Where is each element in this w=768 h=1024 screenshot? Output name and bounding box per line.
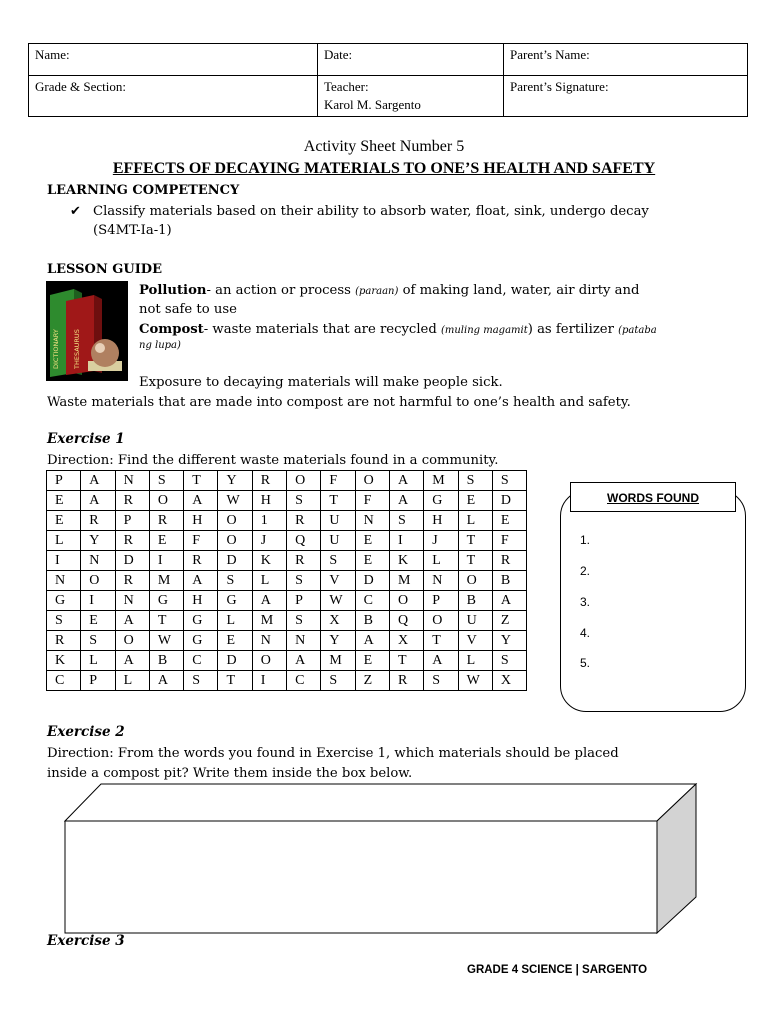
grid-cell[interactable]: C xyxy=(184,651,218,671)
grade-section-label: Grade & Section: xyxy=(35,79,126,94)
parent-signature-label: Parent’s Signature: xyxy=(510,79,609,94)
grid-cell[interactable]: S xyxy=(321,551,355,571)
check-icon: ✔ xyxy=(70,204,82,219)
grid-cell[interactable]: B xyxy=(149,651,183,671)
grid-cell[interactable]: S xyxy=(424,671,458,691)
grid-cell[interactable]: N xyxy=(47,571,81,591)
words-found-number-4: 4. xyxy=(580,626,591,640)
grid-cell[interactable]: T xyxy=(389,651,423,671)
book-spine-text-1: DICTIONARY xyxy=(52,329,60,369)
grid-cell[interactable]: O xyxy=(218,511,252,531)
grid-cell[interactable]: A xyxy=(389,491,423,511)
grid-cell[interactable]: H xyxy=(424,511,458,531)
grid-cell[interactable]: I xyxy=(389,531,423,551)
compost-term: Compost xyxy=(139,322,204,337)
grid-cell[interactable]: O xyxy=(355,471,389,491)
grid-cell[interactable]: A xyxy=(424,651,458,671)
grid-cell[interactable]: 1 xyxy=(252,511,286,531)
teacher-label: Teacher: xyxy=(324,79,369,94)
grid-cell[interactable]: O xyxy=(389,591,423,611)
grid-row xyxy=(47,631,527,651)
grid-cell[interactable]: A xyxy=(355,631,389,651)
grid-cell[interactable]: O xyxy=(424,611,458,631)
words-found-number-1: 1. xyxy=(580,533,591,547)
grid-cell[interactable]: Y xyxy=(218,471,252,491)
exercise-2-direction-line-2: inside a compost pit? Write them inside the box below. xyxy=(47,766,413,781)
name-field[interactable] xyxy=(29,44,318,76)
grid-cell[interactable]: T xyxy=(321,491,355,511)
grid-cell[interactable]: V xyxy=(458,631,492,651)
grid-cell[interactable]: S xyxy=(81,631,115,651)
grid-cell[interactable]: A xyxy=(184,491,218,511)
grid-cell[interactable]: Z xyxy=(492,611,526,631)
grid-cell[interactable]: A xyxy=(115,651,149,671)
grid-row xyxy=(47,491,527,511)
grid-cell[interactable]: H xyxy=(184,511,218,531)
grid-cell[interactable]: R xyxy=(115,571,149,591)
grid-cell[interactable]: L xyxy=(47,531,81,551)
grid-cell[interactable]: E xyxy=(47,491,81,511)
grid-cell[interactable]: T xyxy=(458,531,492,551)
competency-line-2: (S4MT-Ia-1) xyxy=(93,223,172,238)
parent-name-field[interactable] xyxy=(504,44,748,76)
grid-cell[interactable]: L xyxy=(218,611,252,631)
compost-definition: Compost- waste materials that are recycled (muling magamit) as fertilizer (pataba xyxy=(139,322,657,337)
grade-section-field[interactable] xyxy=(29,76,318,117)
grid-cell[interactable]: X xyxy=(389,631,423,651)
pollution-definition-line-2: not safe to use xyxy=(139,302,237,317)
book-spine-text-2: THESAURUS xyxy=(73,329,81,369)
grid-cell[interactable]: A xyxy=(389,471,423,491)
grid-cell[interactable]: U xyxy=(458,611,492,631)
grid-cell[interactable]: K xyxy=(389,551,423,571)
grid-cell[interactable]: M xyxy=(389,571,423,591)
words-found-number-3: 3. xyxy=(580,595,591,609)
grid-cell[interactable]: C xyxy=(287,671,321,691)
grid-cell[interactable]: X xyxy=(492,671,526,691)
grid-cell[interactable]: R xyxy=(115,491,149,511)
parent-name-label: Parent’s Name: xyxy=(510,47,590,62)
grid-cell[interactable]: W xyxy=(321,591,355,611)
grid-cell[interactable]: X xyxy=(321,611,355,631)
date-field[interactable] xyxy=(318,44,504,76)
grid-cell[interactable]: M xyxy=(424,471,458,491)
grid-cell[interactable]: A xyxy=(184,571,218,591)
grid-cell[interactable]: T xyxy=(149,611,183,631)
grid-cell[interactable]: E xyxy=(458,491,492,511)
grid-cell[interactable]: E xyxy=(355,531,389,551)
grid-cell[interactable]: G xyxy=(424,491,458,511)
grid-cell[interactable]: C xyxy=(47,671,81,691)
exercise-2-title: Exercise 2 xyxy=(47,724,125,740)
grid-cell[interactable]: S xyxy=(287,571,321,591)
grid-cell[interactable]: D xyxy=(218,551,252,571)
grid-cell[interactable]: M xyxy=(149,571,183,591)
grid-cell[interactable]: S xyxy=(47,611,81,631)
grid-cell[interactable]: N xyxy=(115,591,149,611)
grid-cell[interactable]: S xyxy=(321,671,355,691)
grid-cell[interactable]: O xyxy=(218,531,252,551)
books-icon xyxy=(46,281,128,381)
grid-cell[interactable]: G xyxy=(149,591,183,611)
grid-cell[interactable]: N xyxy=(81,551,115,571)
grid-cell[interactable]: O xyxy=(81,571,115,591)
grid-cell[interactable]: N xyxy=(252,631,286,651)
grid-cell[interactable]: F xyxy=(492,531,526,551)
grid-cell[interactable]: R xyxy=(115,531,149,551)
main-title: EFFECTS OF DECAYING MATERIALS TO ONE’S HEALTH AND SAFETY xyxy=(112,160,656,177)
grid-cell[interactable]: H xyxy=(252,491,286,511)
grid-cell[interactable]: E xyxy=(47,511,81,531)
grid-cell[interactable]: I xyxy=(47,551,81,571)
grid-cell[interactable]: N xyxy=(115,471,149,491)
grid-cell[interactable]: B xyxy=(458,591,492,611)
grid-cell[interactable]: K xyxy=(252,551,286,571)
grid-cell[interactable]: W xyxy=(218,491,252,511)
grid-cell[interactable]: T xyxy=(218,671,252,691)
words-found-number-5: 5. xyxy=(580,656,591,670)
compost-translation-line-2: ng lupa) xyxy=(139,340,181,351)
grid-cell[interactable]: Y xyxy=(81,531,115,551)
grid-cell[interactable]: L xyxy=(458,651,492,671)
grid-cell[interactable]: S xyxy=(458,471,492,491)
grid-cell[interactable]: A xyxy=(492,591,526,611)
grid-cell[interactable]: N xyxy=(355,511,389,531)
grid-cell[interactable]: F xyxy=(321,471,355,491)
grid-cell[interactable]: Y xyxy=(321,631,355,651)
grid-cell[interactable]: S xyxy=(492,651,526,671)
grid-cell[interactable]: Y xyxy=(492,631,526,651)
grid-cell[interactable]: P xyxy=(47,471,81,491)
grid-cell[interactable]: D xyxy=(492,491,526,511)
grid-cell[interactable]: S xyxy=(389,511,423,531)
grid-cell[interactable]: O xyxy=(115,631,149,651)
grid-cell[interactable]: L xyxy=(424,551,458,571)
grid-row xyxy=(47,571,527,591)
pollution-definition: Pollution- an action or process (paraan) of making land, water, air dirty and xyxy=(139,283,640,298)
grid-cell[interactable]: D xyxy=(115,551,149,571)
grid-cell[interactable]: O xyxy=(149,491,183,511)
grid-cell[interactable]: I xyxy=(81,591,115,611)
grid-row xyxy=(47,531,527,551)
grid-cell[interactable]: A xyxy=(252,591,286,611)
activity-title: Activity Sheet Number 5 xyxy=(303,138,465,155)
grid-cell[interactable]: O xyxy=(252,651,286,671)
grid-cell[interactable]: S xyxy=(287,491,321,511)
grid-cell[interactable]: E xyxy=(81,611,115,631)
grid-cell[interactable]: R xyxy=(389,671,423,691)
grid-cell[interactable]: H xyxy=(184,591,218,611)
grid-cell[interactable]: S xyxy=(218,571,252,591)
grid-cell[interactable]: J xyxy=(252,531,286,551)
grid-cell[interactable]: G xyxy=(184,611,218,631)
grid-cell[interactable]: R xyxy=(492,551,526,571)
grid-cell[interactable]: L xyxy=(81,651,115,671)
grid-cell[interactable]: E xyxy=(355,551,389,571)
grid-cell[interactable]: K xyxy=(47,651,81,671)
grid-cell[interactable]: W xyxy=(458,671,492,691)
competency-line-1: Classify materials based on their ability to absorb water, float, sink, undergo decay xyxy=(93,204,649,219)
pollution-term: Pollution xyxy=(139,283,207,298)
grid-row xyxy=(47,591,527,611)
grid-cell[interactable]: L xyxy=(458,511,492,531)
grid-cell[interactable]: L xyxy=(115,671,149,691)
grid-cell[interactable]: M xyxy=(252,611,286,631)
grid-cell[interactable]: R xyxy=(47,631,81,651)
teacher-name: Karol M. Sargento xyxy=(324,97,421,112)
grid-cell[interactable]: D xyxy=(355,571,389,591)
grid-cell[interactable]: A xyxy=(115,611,149,631)
grid-cell[interactable]: L xyxy=(252,571,286,591)
grid-cell[interactable]: O xyxy=(287,471,321,491)
teacher-field xyxy=(318,76,504,117)
grid-cell[interactable]: U xyxy=(321,531,355,551)
grid-cell[interactable]: V xyxy=(321,571,355,591)
exposure-text: Exposure to decaying materials will make people sick. xyxy=(139,375,503,390)
grid-cell[interactable]: R xyxy=(287,551,321,571)
grid-cell[interactable]: E xyxy=(492,511,526,531)
word-search-grid xyxy=(46,470,527,691)
footer: GRADE 4 SCIENCE | SARGENTO xyxy=(467,964,648,976)
exercise-3-title: Exercise 3 xyxy=(47,933,125,949)
grid-row xyxy=(47,651,527,671)
learning-competency-heading: LEARNING COMPETENCY xyxy=(47,183,240,198)
grid-cell[interactable]: B xyxy=(355,611,389,631)
header-table xyxy=(28,43,748,117)
grid-cell[interactable]: T xyxy=(424,631,458,651)
compost-pit-box[interactable] xyxy=(64,783,698,935)
grid-cell[interactable]: G xyxy=(47,591,81,611)
grid-cell[interactable]: F xyxy=(355,491,389,511)
grid-cell[interactable]: S xyxy=(287,611,321,631)
words-found-number-2: 2. xyxy=(580,564,591,578)
grid-cell[interactable]: P xyxy=(115,511,149,531)
grid-cell[interactable]: Q xyxy=(389,611,423,631)
words-found-title: WORDS FOUND xyxy=(570,482,736,512)
grid-cell[interactable]: P xyxy=(424,591,458,611)
grid-cell[interactable]: N xyxy=(424,571,458,591)
grid-cell[interactable]: S xyxy=(149,471,183,491)
grid-cell[interactable]: N xyxy=(287,631,321,651)
grid-cell[interactable]: I xyxy=(149,551,183,571)
grid-row xyxy=(47,611,527,631)
grid-cell[interactable]: S xyxy=(184,671,218,691)
grid-cell[interactable]: S xyxy=(492,471,526,491)
grid-cell[interactable]: Z xyxy=(355,671,389,691)
grid-cell[interactable]: R xyxy=(252,471,286,491)
grid-cell[interactable]: P xyxy=(81,671,115,691)
exercise-2-direction-line-1: Direction: From the words you found in Exercise 1, which materials should be placed xyxy=(47,746,619,761)
grid-cell[interactable]: I xyxy=(252,671,286,691)
grid-cell[interactable]: A xyxy=(287,651,321,671)
grid-cell[interactable]: B xyxy=(492,571,526,591)
grid-cell[interactable]: E xyxy=(149,531,183,551)
grid-cell[interactable]: W xyxy=(149,631,183,651)
exercise-1-title: Exercise 1 xyxy=(47,431,125,447)
grid-cell[interactable]: R xyxy=(81,511,115,531)
grid-cell[interactable]: G xyxy=(218,591,252,611)
exercise-1-direction: Direction: Find the different waste materials found in a community. xyxy=(47,453,499,468)
grid-cell[interactable]: A xyxy=(81,471,115,491)
grid-cell[interactable]: J xyxy=(424,531,458,551)
grid-row xyxy=(47,551,527,571)
grid-cell[interactable]: U xyxy=(321,511,355,531)
grid-cell[interactable]: G xyxy=(184,631,218,651)
lesson-guide-heading: LESSON GUIDE xyxy=(47,262,162,277)
grid-cell[interactable]: F xyxy=(184,531,218,551)
grid-cell[interactable]: R xyxy=(287,511,321,531)
grid-cell[interactable]: T xyxy=(458,551,492,571)
grid-row xyxy=(47,471,527,491)
grid-row xyxy=(47,511,527,531)
grid-cell[interactable]: M xyxy=(321,651,355,671)
grid-cell[interactable]: O xyxy=(458,571,492,591)
waste-text: Waste materials that are made into compost are not harmful to one’s health and safety. xyxy=(47,395,631,410)
parent-signature-field[interactable] xyxy=(504,76,748,117)
grid-row xyxy=(47,671,527,691)
grid-cell[interactable]: A xyxy=(81,491,115,511)
date-label: Date: xyxy=(324,47,353,62)
grid-cell[interactable]: R xyxy=(184,551,218,571)
grid-cell[interactable]: D xyxy=(218,651,252,671)
grid-cell[interactable]: Q xyxy=(287,531,321,551)
grid-cell[interactable]: C xyxy=(355,591,389,611)
grid-cell[interactable]: A xyxy=(149,671,183,691)
name-label: Name: xyxy=(35,47,70,62)
grid-cell[interactable]: T xyxy=(184,471,218,491)
grid-cell[interactable]: E xyxy=(355,651,389,671)
grid-cell[interactable]: P xyxy=(287,591,321,611)
grid-cell[interactable]: R xyxy=(149,511,183,531)
grid-cell[interactable]: E xyxy=(218,631,252,651)
